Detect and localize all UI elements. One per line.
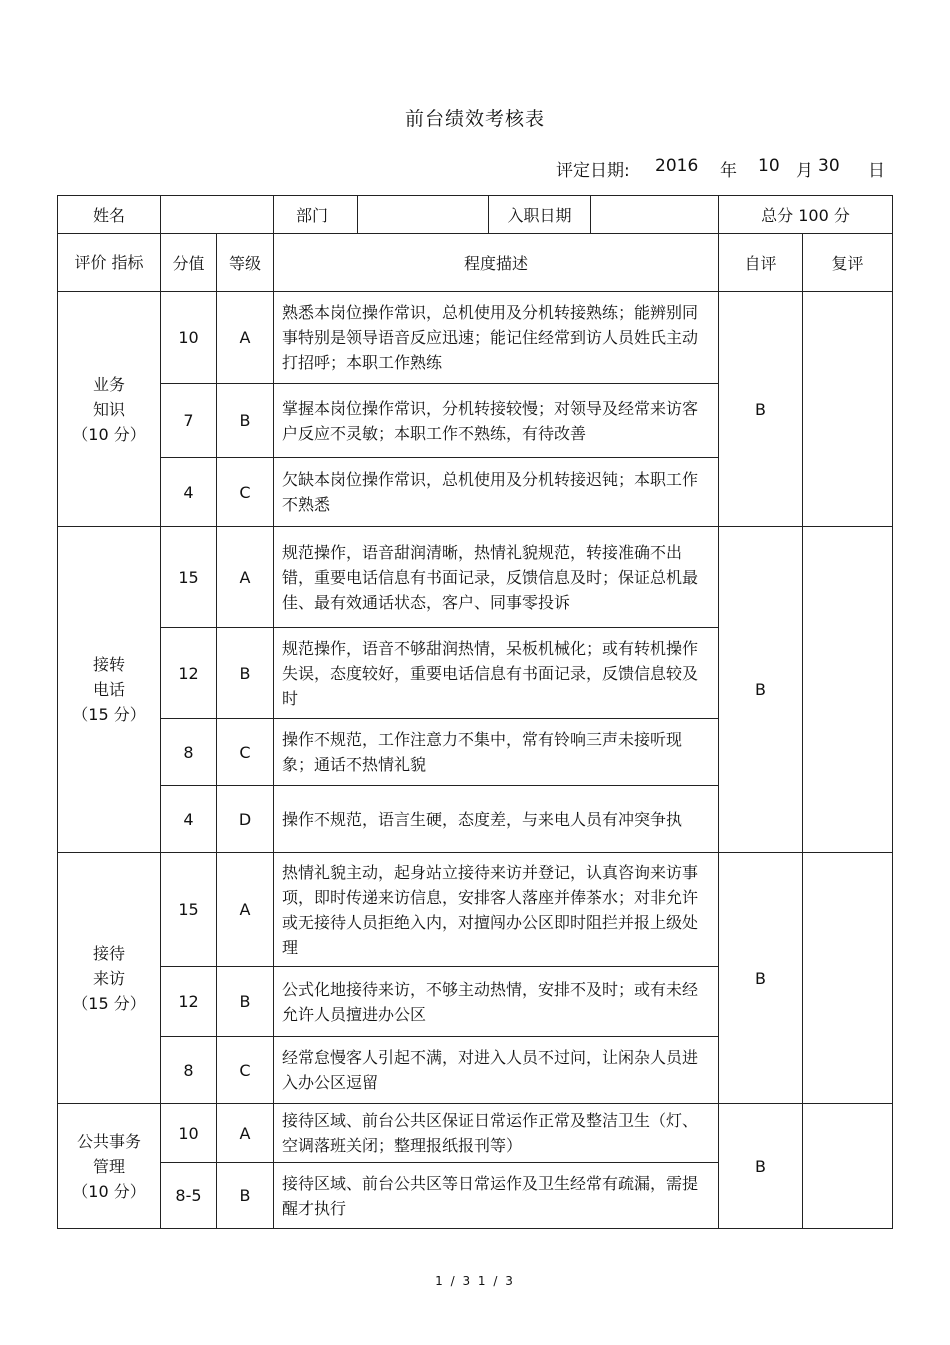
table-row [58,527,893,628]
category-public-affairs: 公共事务 管理 （10 分） [58,1104,161,1229]
score-cell: 8 [161,719,217,786]
join-date-field[interactable] [591,196,719,234]
join-date-label: 入职日期 [489,196,591,234]
grade-cell: B [217,1163,274,1229]
grade-cell: A [217,1104,274,1163]
score-cell: 8 [161,1037,217,1104]
date-year-unit: 年 [720,161,737,181]
description-cell: 规范操作，语音不够甜润热情，呆板机械化；或有转机操作失误，态度较好，重要电话信息有书面记录，反馈信息较及时 [274,628,719,719]
table-row [58,853,893,967]
review-cell[interactable] [803,1104,893,1229]
date-day: 30 [818,156,840,176]
date-month-unit: 月 [796,161,813,181]
assessment-table [57,195,893,1229]
description-cell: 操作不规范，语言生硬，态度差，与来电人员有冲突争执 [274,786,719,853]
total-score-label: 总分 100 分 [719,196,893,234]
page-title: 前台绩效考核表 [404,108,545,130]
col-grade: 等级 [217,234,274,292]
grade-cell: B [217,628,274,719]
score-cell: 10 [161,292,217,384]
grade-cell: C [217,719,274,786]
grade-cell: A [217,527,274,628]
category-phone-transfer: 接转 电话 （15 分） [58,527,161,853]
description-cell: 欠缺本岗位操作常识，总机使用及分机转接迟钝；本职工作不熟悉 [274,458,719,527]
review-cell[interactable] [803,527,893,853]
description-cell: 熟悉本岗位操作常识，总机使用及分机转接熟练；能辨别同事特别是领导语音反应迅速；能记住经常到访人员姓氏主动打招呼；本职工作熟练 [274,292,719,384]
score-cell: 4 [161,786,217,853]
description-cell: 掌握本岗位操作常识，分机转接较慢；对领导及经常来访客户反应不灵敏；本职工作不熟练，有待改善 [274,384,719,458]
score-cell: 15 [161,527,217,628]
grade-cell: D [217,786,274,853]
category-business-knowledge: 业务 知识 （10 分） [58,292,161,527]
name-label: 姓名 [58,196,161,234]
header-info-row [58,196,893,234]
grade-cell: C [217,458,274,527]
dept-label: 部门 [274,196,358,234]
score-cell: 8-5 [161,1163,217,1229]
score-cell: 15 [161,853,217,967]
self-eval-cell[interactable]: B [719,1104,803,1229]
grade-cell: C [217,1037,274,1104]
score-cell: 10 [161,1104,217,1163]
self-eval-cell[interactable]: B [719,527,803,853]
date-year: 2016 [655,156,699,176]
column-header-row [58,234,893,292]
date-day-unit: 日 [868,161,885,181]
score-cell: 7 [161,384,217,458]
description-cell: 接待区域、前台公共区等日常运作及卫生经常有疏漏，需提醒才执行 [274,1163,719,1229]
grade-cell: B [217,384,274,458]
description-cell: 规范操作，语音甜润清晰，热情礼貌规范，转接准确不出错，重要电话信息有书面记录，反馈信息及时；保证总机最佳、最有效通话状态，客户、同事零投诉 [274,527,719,628]
col-self-eval: 自评 [719,234,803,292]
grade-cell: A [217,853,274,967]
grade-cell: A [217,292,274,384]
description-cell: 经常怠慢客人引起不满，对进入人员不过问，让闲杂人员进入办公区逗留 [274,1037,719,1104]
description-cell: 公式化地接待来访，不够主动热情，安排不及时；或有未经允许人员擅进办公区 [274,967,719,1037]
self-eval-cell[interactable]: B [719,292,803,527]
name-field[interactable] [161,196,274,234]
category-visitor-reception: 接待 来访 （15 分） [58,853,161,1104]
review-cell[interactable] [803,853,893,1104]
score-cell: 12 [161,967,217,1037]
table-row [58,1104,893,1163]
score-cell: 12 [161,628,217,719]
description-cell: 操作不规范，工作注意力不集中，常有铃响三声未接听现象；通话不热情礼貌 [274,719,719,786]
date-label: 评定日期: [556,161,630,181]
description-cell: 接待区域、前台公共区保证日常运作正常及整洁卫生（灯、空调落班关闭；整理报纸报刊等） [274,1104,719,1163]
review-cell[interactable] [803,292,893,527]
self-eval-cell[interactable]: B [719,853,803,1104]
score-cell: 4 [161,458,217,527]
page-number: 1 / 3 1 / 3 [435,1274,515,1288]
table-row [58,292,893,384]
col-review: 复评 [803,234,893,292]
col-score: 分值 [161,234,217,292]
col-description: 程度描述 [274,234,719,292]
col-indicator: 评价 指标 [58,234,161,292]
date-month: 10 [758,156,780,176]
dept-field[interactable] [358,196,489,234]
description-cell: 热情礼貌主动，起身站立接待来访并登记，认真咨询来访事项，即时传递来访信息，安排客人落座并俸茶水；对非允许或无接待人员拒绝入内，对擅闯办公区即时阻拦并报上级处理 [274,853,719,967]
grade-cell: B [217,967,274,1037]
